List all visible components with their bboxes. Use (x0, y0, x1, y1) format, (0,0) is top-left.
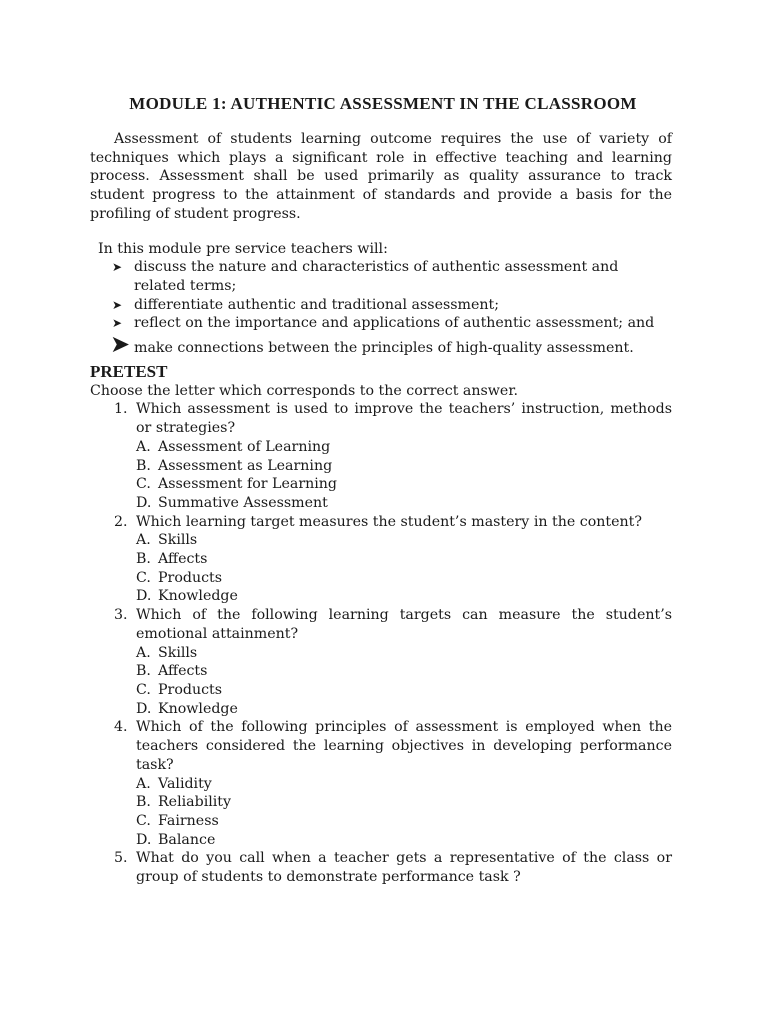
choice-item (136, 812, 672, 831)
choice-item (136, 831, 672, 850)
objective-item (112, 314, 672, 333)
question-number: 3. (114, 607, 128, 624)
objectives-list (90, 258, 672, 358)
choice-item (136, 550, 672, 569)
question-number: 5. (114, 850, 128, 867)
choice-text: Assessment of Learning (158, 438, 331, 455)
question-item (114, 849, 672, 886)
choice-item (136, 793, 672, 812)
choice-item (136, 700, 672, 719)
choice-item (136, 494, 672, 513)
question-number: 1. (114, 401, 128, 418)
choice-letter: A. (136, 775, 151, 792)
choice-list (136, 438, 672, 513)
choice-text: Validity (158, 775, 212, 792)
choice-letter: B. (136, 457, 151, 474)
objective-item (112, 258, 672, 295)
choice-list (136, 775, 672, 850)
choice-text: Assessment as Learning (158, 457, 333, 474)
question-item (114, 606, 672, 718)
pretest-instructions: Choose the letter which corresponds to the correct answer. (90, 382, 519, 399)
choice-item (136, 775, 672, 794)
objective-item (112, 296, 672, 315)
question-text: Which of the following learning targets can measure the student’s emotional attainment? (136, 607, 672, 642)
choice-letter: C. (136, 681, 151, 698)
choice-letter: D. (136, 700, 152, 717)
choice-text: Affects (158, 551, 208, 568)
choice-letter: D. (136, 588, 152, 605)
choice-item (136, 662, 672, 681)
question-item (114, 400, 672, 512)
question-text: Which of the following principles of assessment is employed when the teachers considered the learning objectives in developing performance task? (136, 719, 672, 773)
question-number: 4. (114, 719, 128, 736)
objective-text: reflect on the importance and applications of authentic assessment; and (134, 315, 655, 332)
arrow-bullet-icon: ➤ (112, 297, 123, 312)
choice-text: Balance (158, 831, 216, 848)
choice-letter: B. (136, 551, 151, 568)
question-number: 2. (114, 513, 128, 530)
choice-text: Skills (158, 532, 198, 549)
choice-text: Reliability (158, 794, 232, 811)
arrow-bullet-icon: ➤ (110, 330, 131, 359)
objectives-lead: In this module pre service teachers will: (98, 240, 388, 257)
question-item (114, 513, 672, 607)
choice-item (136, 569, 672, 588)
choice-letter: C. (136, 812, 151, 829)
choice-text: Skills (158, 644, 198, 661)
choice-text: Products (158, 569, 223, 586)
choice-letter: B. (136, 794, 151, 811)
question-text: Which learning target measures the student’s mastery in the content? (136, 513, 642, 530)
choice-letter: A. (136, 532, 151, 549)
choice-letter: D. (136, 831, 152, 848)
arrow-bullet-icon: ➤ (112, 260, 123, 275)
choice-letter: D. (136, 494, 152, 511)
pretest-heading: PRETEST (90, 361, 168, 381)
choice-item (136, 644, 672, 663)
choice-item (136, 587, 672, 606)
choice-letter: C. (136, 476, 151, 493)
module-title: MODULE 1: AUTHENTIC ASSESSMENT IN THE CLASSROOM (129, 94, 637, 113)
objective-text: make connections between the principles of high-quality assessment. (134, 340, 634, 357)
choice-text: Products (158, 681, 223, 698)
question-list (90, 400, 672, 886)
question-text: Which assessment is used to improve the teachers’ instruction, methods or strategies? (136, 401, 672, 437)
question-text: What do you call when a teacher gets a representative of the class or group of students to demonstrate performance task ? (136, 850, 672, 886)
arrow-bullet-icon: ➤ (112, 316, 123, 331)
choice-list (136, 531, 672, 606)
choice-letter: A. (136, 438, 151, 455)
objective-text: discuss the nature and characteristics of authentic assessment and related terms; (134, 259, 619, 294)
choice-text: Knowledge (158, 700, 238, 717)
intro-paragraph: Assessment of students learning outcome requires the use of variety of techniques which plays a significant role in effective teaching and learning process. Assessment shall be used primarily as quality assurance to track student progress to the attainment of standards and provide a basis for the profiling of student progress. (90, 131, 672, 222)
choice-text: Affects (158, 663, 208, 680)
choice-item (136, 531, 672, 550)
question-item (114, 718, 672, 849)
choice-item (136, 438, 672, 457)
choice-list (136, 644, 672, 719)
choice-text: Summative Assessment (158, 494, 328, 511)
choice-item (136, 475, 672, 494)
choice-text: Fairness (158, 812, 219, 829)
choice-letter: A. (136, 644, 151, 661)
choice-item (136, 457, 672, 476)
choice-text: Assessment for Learning (158, 476, 337, 493)
choice-text: Knowledge (158, 588, 238, 605)
choice-item (136, 681, 672, 700)
objective-item (110, 330, 672, 359)
choice-letter: C. (136, 569, 151, 586)
objective-text: differentiate authentic and traditional assessment; (134, 296, 499, 313)
choice-letter: B. (136, 663, 151, 680)
